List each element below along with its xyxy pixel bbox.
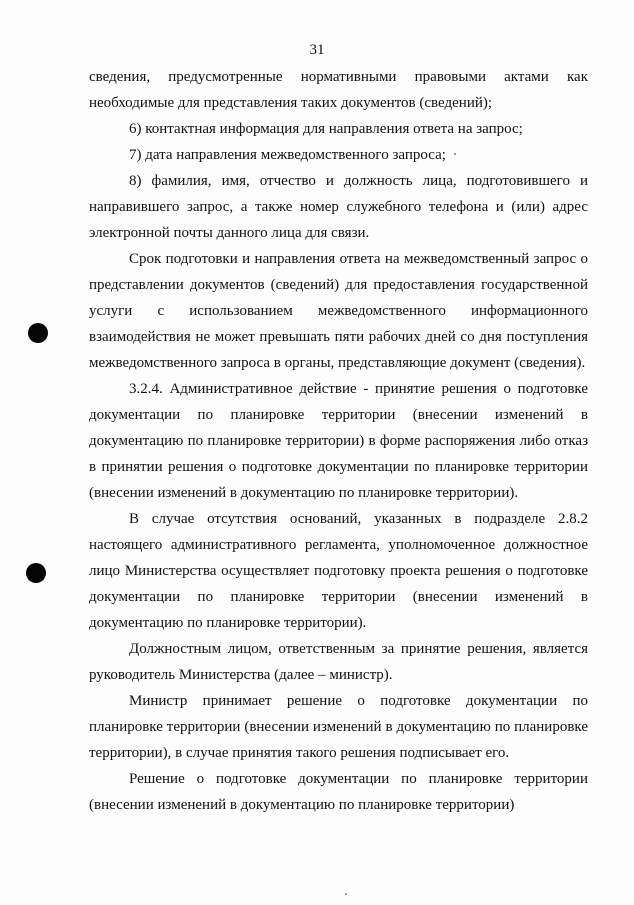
scan-speck xyxy=(454,153,456,155)
paragraph-decision-continues: Решение о подготовке документации по планировке территории (внесении изменений в документацию по планировке территории) xyxy=(89,771,588,813)
paragraph-item-7: 7) дата направления межведомственного запроса; xyxy=(129,147,446,163)
punch-hole-top xyxy=(28,323,48,343)
paragraph-section-3-2-4: 3.2.4. Административное действие - принятие решения о подготовке документации по планировке территории (внесении изменений в документацию по планировке территории) в форме распоряжения либо отказ в принятии решения о подготовке документации по планировке территории (внесении изменений в документацию по планировке территории). xyxy=(89,381,588,501)
page-number: 31 xyxy=(309,42,325,58)
paragraph-minister-decision: Министр принимает решение о подготовке документации по планировке территории (внесении изменений в документацию по планировке территории), в случае принятия такого решения подписывает его. xyxy=(89,693,588,761)
paragraph-item-6: 6) контактная информация для направления ответа на запрос; xyxy=(129,121,523,137)
paragraph-item-8: 8) фамилия, имя, отчество и должность лица, подготовившего и направившего запрос, а также номер служебного телефона и (или) адрес электронной почты данного лица для связи. xyxy=(89,173,588,241)
paragraph-response-deadline: Срок подготовки и направления ответа на межведомственный запрос о представлении документов (сведений) для предоставления государственной услуги с использованием межведомственного информационного взаимодействия не может превышать пяти рабочих дней со дня поступления межведомственного запроса в органы, представляющие документ (сведения). xyxy=(89,251,588,371)
document-body xyxy=(89,64,588,818)
scan-speck xyxy=(345,893,347,895)
paragraph-no-grounds: В случае отсутствия оснований, указанных в подразделе 2.8.2 настоящего административного регламента, уполномоченное должностное лицо Министерства осуществляет подготовку проекта решения о подготовке документации по планировке территории (внесении изменений в документацию по планировке территории). xyxy=(89,511,588,631)
paragraph-responsible-official: Должностным лицом, ответственным за принятие решения, является руководитель Министерства (далее – министр). xyxy=(89,641,588,683)
paragraph-continuation: сведения, предусмотренные нормативными правовыми актами как необходимые для представления таких документов (сведений); xyxy=(89,69,588,111)
punch-hole-bottom xyxy=(26,563,46,583)
